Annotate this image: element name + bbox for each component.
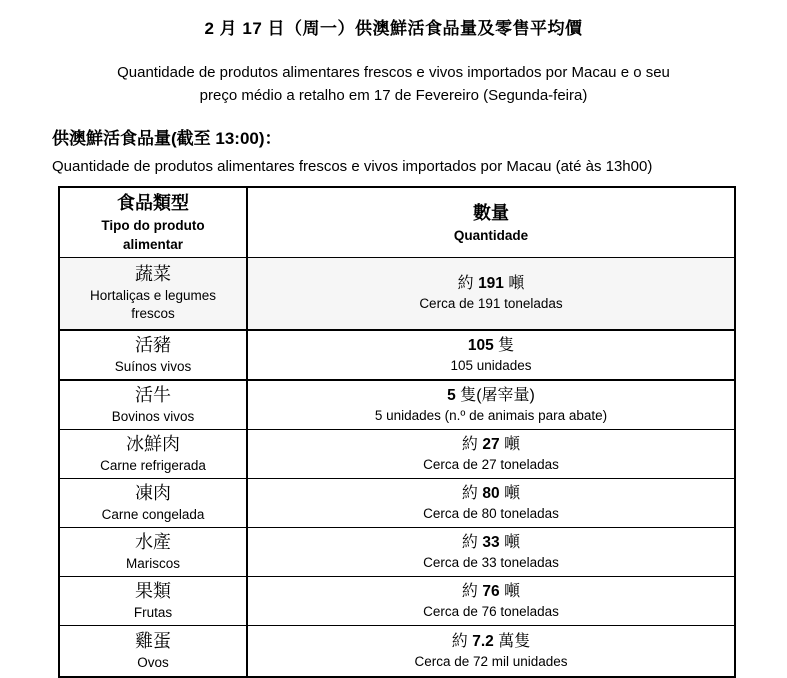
product-name-pt: Bovinos vivos <box>111 408 195 424</box>
quantity-value: 191 <box>478 275 504 293</box>
header-cell-product <box>59 187 247 258</box>
quantity-zh <box>252 631 730 653</box>
section-heading-zh: 供澳鮮活食品量(截至 13:00)： <box>52 129 282 148</box>
quantity-pt: 5 unidades (n.º de animais para abate) <box>374 407 608 423</box>
supply-section <box>52 127 787 177</box>
page-title: 2 月 17 日（周一）供澳鮮活食品量及零售平均價 <box>204 19 583 38</box>
quantity-cell <box>247 330 735 380</box>
quantity-suffix: 噸 <box>499 484 521 502</box>
product-name-pt: Carne congelada <box>101 506 205 522</box>
quantity-pt: Cerca de 27 toneladas <box>423 456 559 472</box>
supply-table-header <box>59 187 735 258</box>
quantity-suffix: 萬隻 <box>493 632 531 650</box>
product-name-zh: 凍肉 <box>135 482 171 503</box>
quantity-pt: Cerca de 80 toneladas <box>423 505 559 521</box>
product-cell <box>59 527 247 576</box>
product-name-zh: 活豬 <box>135 334 171 355</box>
quantity-suffix: 噸 <box>499 435 521 453</box>
page-subtitle <box>0 61 787 107</box>
table-row-live-pigs <box>59 330 735 380</box>
product-cell <box>59 478 247 527</box>
table-row-seafood <box>59 527 735 576</box>
product-name-zh: 水產 <box>135 531 171 552</box>
quantity-zh <box>252 483 730 505</box>
quantity-value: 33 <box>482 533 500 551</box>
quantity-cell <box>247 625 735 677</box>
product-name-pt: Suínos vivos <box>114 358 192 374</box>
supply-table-body <box>59 258 735 678</box>
quantity-suffix: 噸 <box>499 582 521 600</box>
quantity-suffix: 噸 <box>499 533 521 551</box>
product-name-pt: Ovos <box>137 654 169 670</box>
header-cell-quantity <box>247 187 735 258</box>
quantity-zh <box>252 532 730 554</box>
quantity-suffix: 隻 <box>493 336 515 354</box>
quantity-suffix: 隻(屠宰量) <box>455 386 535 404</box>
product-name-zh: 果類 <box>135 580 171 601</box>
section-heading-pt: Quantidade de produtos alimentares frescos e vivos importados por Macau (até às 13h00) <box>52 158 653 175</box>
quantity-pt: Cerca de 191 toneladas <box>419 296 563 312</box>
product-name-zh: 活牛 <box>135 384 171 405</box>
quantity-prefix: 約 <box>461 435 483 453</box>
quantity-suffix: 噸 <box>503 275 525 293</box>
table-row-vegetables <box>59 258 735 330</box>
quantity-cell <box>247 429 735 478</box>
quantity-value: 27 <box>482 435 500 453</box>
quantity-zh <box>252 335 730 357</box>
quantity-prefix: 約 <box>461 533 483 551</box>
product-name-pt: Carne refrigerada <box>100 457 206 473</box>
quantity-pt: 105 unidades <box>450 357 532 373</box>
quantity-cell <box>247 258 735 330</box>
page-subtitle-line1: Quantidade de produtos alimentares frescos e vivos importados por Macau e o seu <box>117 64 670 81</box>
product-name-pt: Frutas <box>133 604 173 620</box>
quantity-prefix: 約 <box>451 632 473 650</box>
quantity-prefix: 約 <box>461 582 483 600</box>
quantity-cell <box>247 478 735 527</box>
quantity-prefix: 約 <box>461 484 483 502</box>
quantity-cell <box>247 576 735 625</box>
quantity-value: 5 <box>447 386 456 404</box>
quantity-pt: Cerca de 33 toneladas <box>423 554 559 570</box>
product-cell <box>59 258 247 330</box>
header-quantity-pt: Quantidade <box>453 227 529 243</box>
quantity-zh <box>252 273 730 295</box>
quantity-value: 7.2 <box>472 632 494 650</box>
page-subtitle-line2: preço médio a retalho em 17 de Fevereiro (Segunda-feira) <box>199 87 588 104</box>
table-row-eggs <box>59 625 735 677</box>
header-row <box>59 187 735 258</box>
quantity-cell <box>247 527 735 576</box>
product-cell <box>59 380 247 430</box>
quantity-cell <box>247 380 735 430</box>
quantity-value: 105 <box>467 336 494 354</box>
quantity-prefix: 約 <box>457 275 479 293</box>
product-cell <box>59 330 247 380</box>
product-name-zh: 雞蛋 <box>135 630 171 651</box>
quantity-zh <box>252 434 730 456</box>
product-cell <box>59 429 247 478</box>
quantity-zh <box>252 385 730 407</box>
quantity-pt: Cerca de 76 toneladas <box>423 603 559 619</box>
table-row-chilled-meat <box>59 429 735 478</box>
table-row-fruits <box>59 576 735 625</box>
product-cell <box>59 625 247 677</box>
product-cell <box>59 576 247 625</box>
header-quantity-zh: 數量 <box>473 202 509 223</box>
product-name-pt: Hortaliças e legumes frescos <box>89 288 217 322</box>
quantity-pt: Cerca de 72 mil unidades <box>414 653 568 669</box>
quantity-value: 80 <box>482 484 500 502</box>
table-row-frozen-meat <box>59 478 735 527</box>
product-name-zh: 冰鮮肉 <box>126 433 180 454</box>
quantity-value: 76 <box>482 582 500 600</box>
quantity-zh <box>252 581 730 603</box>
header-product-zh: 食品類型 <box>117 193 189 213</box>
supply-table <box>58 186 736 678</box>
table-row-live-cattle <box>59 380 735 430</box>
header-product-pt: Tipo do produto alimentar <box>101 218 205 252</box>
product-name-zh: 蔬菜 <box>135 264 171 285</box>
product-name-pt: Mariscos <box>125 555 180 571</box>
